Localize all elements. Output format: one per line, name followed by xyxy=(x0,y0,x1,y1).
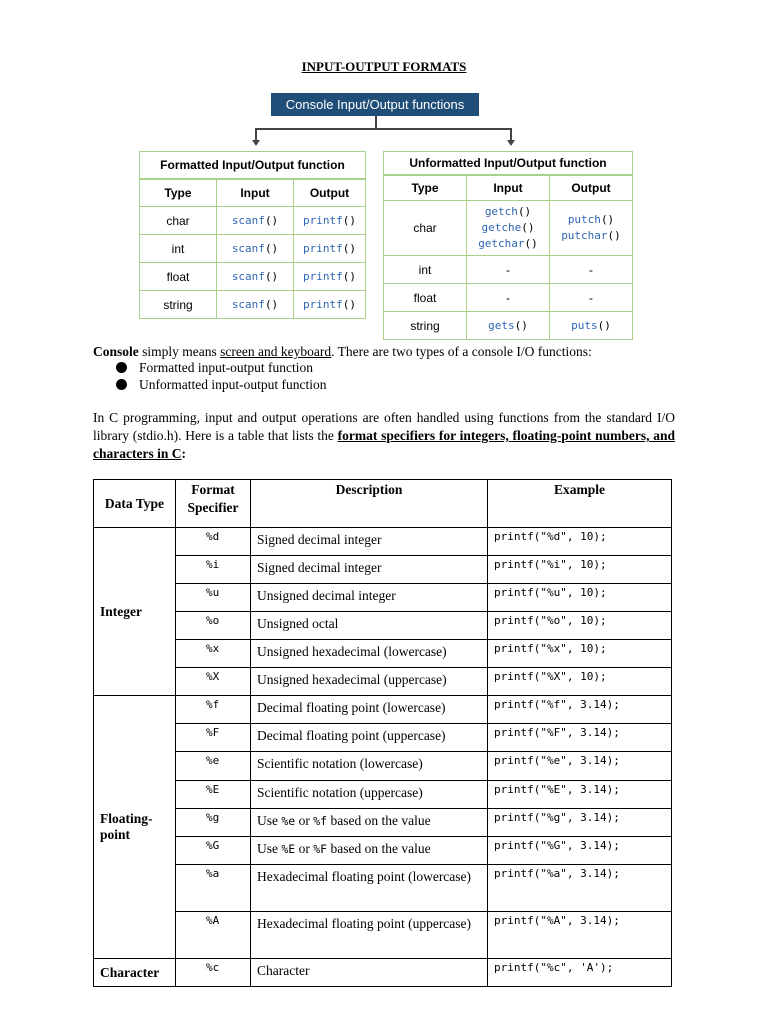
description-cell: Unsigned hexadecimal (uppercase) xyxy=(251,668,488,696)
format-specifier-cell: %c xyxy=(176,959,251,987)
page-title: INPUT-OUTPUT FORMATS xyxy=(301,59,467,74)
example-cell: printf("%G", 3.14); xyxy=(488,837,672,865)
header-input: Input xyxy=(467,175,550,201)
description-cell: Decimal floating point (lowercase) xyxy=(251,696,488,724)
formatted-io-table xyxy=(139,151,366,319)
table-row xyxy=(94,912,672,959)
type-cell: float xyxy=(384,284,467,312)
description-cell: Use %e or %f based on the value xyxy=(251,809,488,837)
format-specifier-cell: %a xyxy=(176,865,251,912)
type-cell: char xyxy=(140,207,217,235)
table-row xyxy=(94,959,672,987)
input-fn-list xyxy=(467,201,550,256)
example-cell: printf("%X", 10); xyxy=(488,668,672,696)
description-cell: Hexadecimal floating point (lowercase) xyxy=(251,865,488,912)
format-specifier-cell: %g xyxy=(176,809,251,837)
description-cell: Character xyxy=(251,959,488,987)
description-cell: Scientific notation (uppercase) xyxy=(251,781,488,809)
formatted-caption: Formatted Input/Output function xyxy=(140,152,366,180)
input-fn: - xyxy=(467,284,550,312)
screen-keyboard-text: screen and keyboard xyxy=(220,344,332,359)
format-specifier-cell: %d xyxy=(176,528,251,556)
example-cell: printf("%a", 3.14); xyxy=(488,865,672,912)
description-cell: Unsigned hexadecimal (lowercase) xyxy=(251,640,488,668)
header-type: Type xyxy=(140,179,217,207)
output-fn: - xyxy=(550,284,633,312)
specifier-emphasis: format specifiers for integers, floating-point numbers, and characters in C xyxy=(93,428,676,461)
header-format-specifier: Format Specifier xyxy=(176,480,251,528)
output-fn: printf() xyxy=(294,207,366,235)
example-cell: printf("%c", 'A'); xyxy=(488,959,672,987)
unformatted-io-table xyxy=(383,151,633,340)
example-cell: printf("%E", 3.14); xyxy=(488,781,672,809)
example-cell: printf("%d", 10); xyxy=(488,528,672,556)
output-fn: - xyxy=(550,256,633,284)
input-fn: - xyxy=(467,256,550,284)
input-fn: scanf() xyxy=(217,291,294,319)
type-cell: char xyxy=(384,201,467,256)
table-row xyxy=(94,837,672,865)
format-specifier-cell: %X xyxy=(176,668,251,696)
bullet-icon xyxy=(116,379,127,390)
example-cell: printf("%A", 3.14); xyxy=(488,912,672,959)
header-output: Output xyxy=(550,175,633,201)
description-cell: Scientific notation (lowercase) xyxy=(251,752,488,781)
format-specifier-table xyxy=(93,479,672,987)
description-cell: Hexadecimal floating point (uppercase) xyxy=(251,912,488,959)
arrow-head xyxy=(507,140,515,146)
format-specifier-cell: %o xyxy=(176,612,251,640)
bullet-list xyxy=(116,359,326,393)
type-cell: string xyxy=(140,291,217,319)
input-fn: getch() xyxy=(484,205,532,218)
diagram-root-box: Console Input/Output functions xyxy=(271,93,479,116)
console-word: Console xyxy=(93,344,139,359)
specifier-intro-paragraph: In C programming, input and output operations are often handled using functions from the standard I/O library (stdio.h). Here is a table that lists the format specifiers for integers, floating-point numbers, and characters in C: xyxy=(93,410,676,461)
description-cell: Unsigned octal xyxy=(251,612,488,640)
example-cell: printf("%x", 10); xyxy=(488,640,672,668)
table-row xyxy=(94,584,672,612)
table-row xyxy=(94,809,672,837)
example-cell: printf("%f", 3.14); xyxy=(488,696,672,724)
description-cell: Signed decimal integer xyxy=(251,556,488,584)
input-fn: gets() xyxy=(467,312,550,340)
example-cell: printf("%u", 10); xyxy=(488,584,672,612)
format-specifier-cell: %A xyxy=(176,912,251,959)
output-fn: putch() xyxy=(567,213,615,226)
description-cell: Unsigned decimal integer xyxy=(251,584,488,612)
table-row xyxy=(94,612,672,640)
example-cell: printf("%e", 3.14); xyxy=(488,752,672,781)
unformatted-caption: Unformatted Input/Output function xyxy=(384,152,633,176)
output-fn: printf() xyxy=(294,291,366,319)
data-type-cell: Floating-point xyxy=(94,696,176,959)
intro-paragraph: Console simply means screen and keyboard. There are two types of a console I/O functions: xyxy=(93,344,592,359)
data-type-cell: Character xyxy=(94,959,176,987)
input-fn: scanf() xyxy=(217,263,294,291)
example-cell: printf("%o", 10); xyxy=(488,612,672,640)
example-cell: printf("%F", 3.14); xyxy=(488,724,672,752)
header-data-type: Data Type xyxy=(94,480,176,528)
format-specifier-cell: %E xyxy=(176,781,251,809)
format-specifier-cell: %f xyxy=(176,696,251,724)
type-cell: string xyxy=(384,312,467,340)
table-row xyxy=(94,752,672,781)
data-type-cell: Integer xyxy=(94,528,176,696)
table-row xyxy=(94,696,672,724)
format-specifier-cell: %u xyxy=(176,584,251,612)
connector-line xyxy=(255,128,511,130)
type-cell: int xyxy=(384,256,467,284)
table-row xyxy=(94,528,672,556)
type-cell: int xyxy=(140,235,217,263)
format-specifier-cell: %G xyxy=(176,837,251,865)
header-description: Description xyxy=(251,480,488,528)
table-row xyxy=(94,640,672,668)
table-row xyxy=(94,865,672,912)
input-fn: getchar() xyxy=(478,237,538,250)
output-fn: putchar() xyxy=(561,229,621,242)
input-fn: scanf() xyxy=(217,207,294,235)
table-row xyxy=(94,781,672,809)
format-specifier-cell: %i xyxy=(176,556,251,584)
header-example: Example xyxy=(488,480,672,528)
bullet-icon xyxy=(116,362,127,373)
format-specifier-cell: %x xyxy=(176,640,251,668)
output-fn: printf() xyxy=(294,235,366,263)
output-fn: printf() xyxy=(294,263,366,291)
console-io-diagram xyxy=(0,0,768,333)
table-row xyxy=(94,668,672,696)
list-item: Formatted input-output function xyxy=(116,359,326,376)
description-cell: Signed decimal integer xyxy=(251,528,488,556)
description-cell: Use %E or %F based on the value xyxy=(251,837,488,865)
example-cell: printf("%g", 3.14); xyxy=(488,809,672,837)
header-output: Output xyxy=(294,179,366,207)
description-cell: Decimal floating point (uppercase) xyxy=(251,724,488,752)
type-cell: float xyxy=(140,263,217,291)
input-fn: getche() xyxy=(481,221,535,234)
list-item: Unformatted input-output function xyxy=(116,376,326,393)
input-fn: scanf() xyxy=(217,235,294,263)
example-cell: printf("%i", 10); xyxy=(488,556,672,584)
format-specifier-cell: %e xyxy=(176,752,251,781)
output-fn-list xyxy=(550,201,633,256)
format-specifier-cell: %F xyxy=(176,724,251,752)
output-fn: puts() xyxy=(550,312,633,340)
table-row xyxy=(94,724,672,752)
arrow-head xyxy=(252,140,260,146)
header-type: Type xyxy=(384,175,467,201)
table-row xyxy=(94,556,672,584)
header-input: Input xyxy=(217,179,294,207)
connector-line xyxy=(375,116,377,128)
